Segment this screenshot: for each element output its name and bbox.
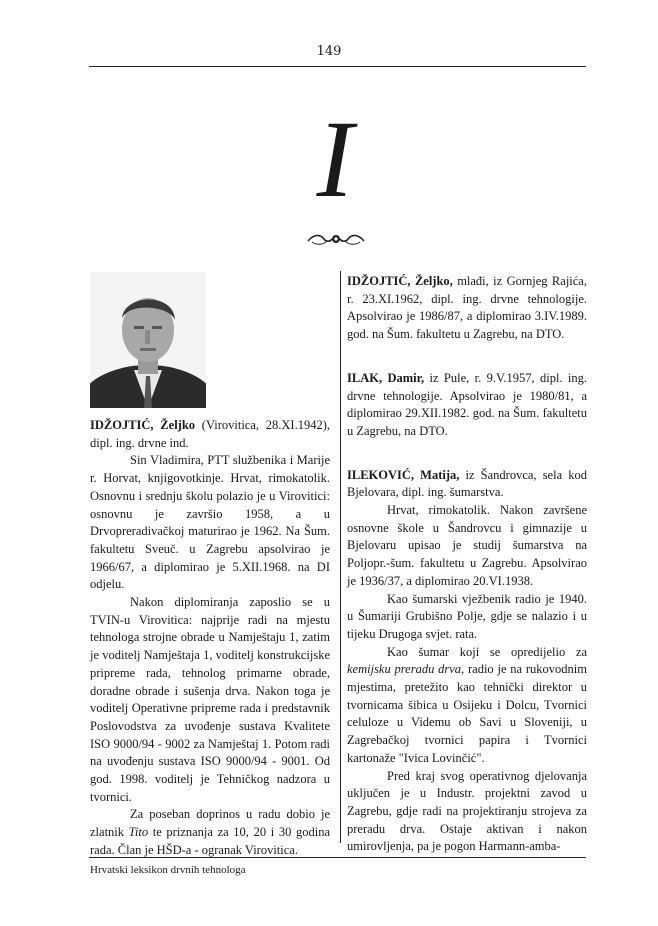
entry-name: ILEKOVIĆ, Matija,	[347, 467, 460, 482]
entry-paragraph: Sin Vladimira, PTT službenika i Marije r. Horvat, knjigovotkinje. Hrvat, rimokatolik. Osnovnu i srednju školu polazio je u Virovitici: osnovnu je završio 1958, a u Drvopreradivačkoj maturirao je 1962. Na Šum. fakultetu Sveuč. u Zagrebu apsolvirao je 1966/67, a diplomirao je 5.XII.1968. na DI odjelu.	[90, 453, 330, 592]
page-number: 149	[316, 44, 342, 59]
entry-paragraph	[347, 644, 587, 768]
entry-paragraph: Kao šumarski vježbenik radio je 1940. u Šumariji Grubišno Polje, gdje se nalazio i u tijeku Drugoga svjet. rata.	[347, 591, 587, 641]
text-run: , radio je na rukovodnim mjestima, pretežito kao tehnički direktor u tvornicama šibica u Osijeku i Dolcu, Tvornici celuloze u Videmu ob Savi u Sloveniji, u Zagrebačkoj tvornici papira i Tvornici kartonaže "Ivica Lovinčić".	[347, 662, 587, 765]
entry-paragraph: Nakon diplomiranja zaposlio se u TVIN-u Virovitica: najprije radi na mjestu tehnologa strojne obrade u Namještaju 1, zatim je voditelj Namještaja 1, voditelj konstrukcijske pripreme rada, tehnolog primarne obrade, doradne obrade i sušenja drva. Nakon toga je voditelj Operativne pripreme rada i predstavnik Poslovodstva za uvođenje sustava Kvalitete ISO 9000/94 - 9002 za Namještaj 1. Potom radi na uvođenju sustava ISO 9000/94 - 9001. Od god. 1998. voditelj je Tehničkog nadzora u tvornici.	[90, 595, 330, 804]
text-run: Za poseban doprinos u radu dobio je zlatnik	[90, 807, 330, 840]
entry-paragraph: Hrvat, rimokatolik. Nakon završene osnovne škole u Šandrovcu i gimnazije u Bjelovaru upisao je studij šumarstva na Poljopr.-šum. fakultetu u Zagrebu. Apsolvirao je 1936/37, a diplomirao 20.VI.1938.	[347, 503, 587, 588]
entry-name: ILAK, Damir,	[347, 370, 425, 385]
italic-text: Tito	[128, 825, 149, 840]
top-rule	[89, 66, 586, 67]
column-divider	[340, 271, 341, 843]
entry-ilak-damir	[347, 370, 587, 441]
entry-idzojtic-zeljko	[90, 417, 330, 452]
bottom-rule	[89, 857, 586, 858]
entry-name: IDŽOJTIĆ, Željko	[90, 418, 196, 432]
entry-idzojtic-zeljko-mladi	[347, 273, 587, 344]
italic-text: kemijsku preradu drva	[347, 662, 462, 677]
portrait-photo	[90, 272, 206, 408]
section-letter: I	[316, 98, 354, 220]
entry-text: iz Pule, r. 9.V.1957, dipl. ing. drvne tehnologije. Apsolvirao je 1980/81, a diplomirao 29.XII.1982. god. na Šum. fakultetu u Zagrebu, na DTO.	[347, 370, 587, 438]
right-column	[347, 273, 587, 856]
footer-title: Hrvatski leksikon drvnih tehnologa	[90, 864, 246, 876]
left-column	[90, 417, 330, 860]
entry-intro: (Virovitica, 28.XI.1942), dipl. ing. drvne ind.	[90, 418, 330, 450]
ornament-icon	[306, 232, 366, 246]
entry-name: IDŽOJTIĆ, Željko,	[347, 274, 453, 288]
entry-paragraph	[90, 806, 330, 859]
entry-text: mlađi, iz Gornjeg Rajića, r. 23.XI.1962, dipl. ing. drvne tehnologije. Apsolvirao je 1986/87, a diplomirao 3.IV.1989. god. na Šum. fakultetu u Zagrebu, na DTO.	[347, 274, 587, 342]
text-run: Kao šumar koji se opredijelio za	[387, 644, 587, 659]
entry-ilekovic-matija	[347, 467, 587, 502]
text-run: te priznanja za 10, 20 i 30 godina rada. Član je HŠD-a - ogranak Virovitica.	[90, 825, 330, 857]
entry-intro: iz Šandrovca, sela kod Bjelovara, dipl. ing. šumarstva.	[347, 467, 588, 500]
entry-paragraph: Pred kraj svog operativnog djelovanja uključen je u Industr. projektni zavod u Zagrebu, gdje radi na projektiranju strojeva za preradu drva. Ostaje aktivan i nakon umirovljenja, pa je pogon Harmann-amba-	[347, 768, 587, 854]
